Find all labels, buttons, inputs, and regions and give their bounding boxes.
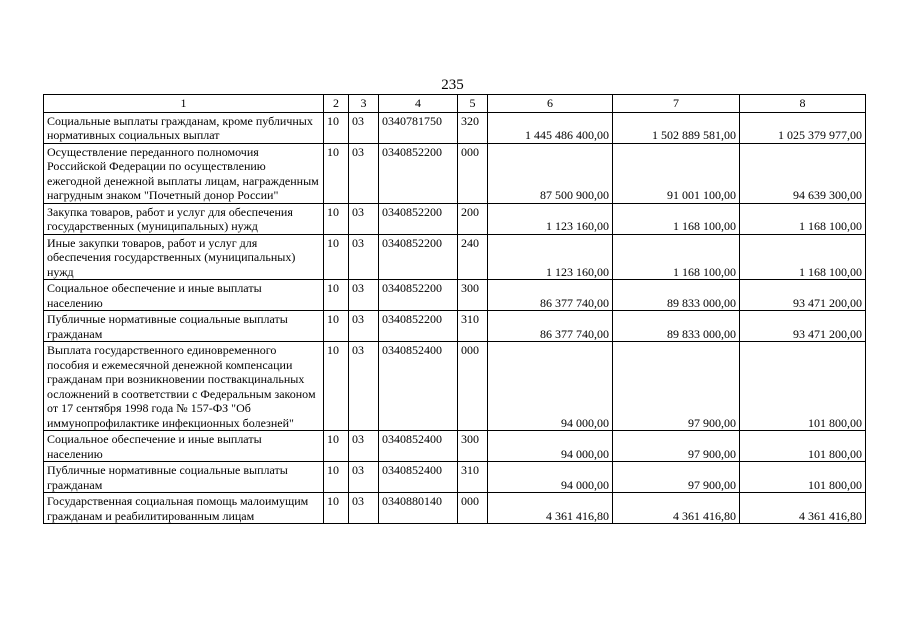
header-cell-col3: 3 <box>349 95 379 113</box>
row-name-cell: Публичные нормативные социальные выплаты гражданам <box>44 462 324 493</box>
amount-col8-cell: 101 800,00 <box>740 431 866 462</box>
table-row <box>44 112 866 143</box>
expense-type-cell: 310 <box>458 462 488 493</box>
amount-col6-cell: 1 123 160,00 <box>488 203 613 234</box>
table-row <box>44 203 866 234</box>
subsection-code-cell: 03 <box>349 462 379 493</box>
amount-col8-cell: 4 361 416,80 <box>740 493 866 524</box>
amount-col6-cell: 4 361 416,80 <box>488 493 613 524</box>
target-article-cell: 0340852200 <box>379 143 458 203</box>
amount-col7-cell: 1 168 100,00 <box>613 203 740 234</box>
header-cell-col1: 1 <box>44 95 324 113</box>
expense-type-cell: 300 <box>458 280 488 311</box>
row-name-cell: Социальные выплаты гражданам, кроме публичных нормативных социальных выплат <box>44 112 324 143</box>
target-article-cell: 0340781750 <box>379 112 458 143</box>
amount-col7-cell: 89 833 000,00 <box>613 311 740 342</box>
section-code-cell: 10 <box>324 234 349 280</box>
row-name-cell: Иные закупки товаров, работ и услуг для обеспечения государственных (муниципальных) нужд <box>44 234 324 280</box>
row-name-cell: Государственная социальная помощь малоимущим гражданам и реабилитированным лицам <box>44 493 324 524</box>
table-row <box>44 342 866 431</box>
row-name-cell: Закупка товаров, работ и услуг для обеспечения государственных (муниципальных) нужд <box>44 203 324 234</box>
expense-type-cell: 300 <box>458 431 488 462</box>
amount-col8-cell: 94 639 300,00 <box>740 143 866 203</box>
amount-col6-cell: 86 377 740,00 <box>488 280 613 311</box>
amount-col6-cell: 1 445 486 400,00 <box>488 112 613 143</box>
expense-type-cell: 200 <box>458 203 488 234</box>
header-cell-col2: 2 <box>324 95 349 113</box>
row-name-cell: Выплата государственного единовременного пособия и ежемесячной денежной компенсации гражданам при возникновении поствакцинальных осложнений в соответствии с Федеральным законом от 17 сентября 1998 года № 157-ФЗ "Об иммунопрофилактике инфекционных болезней" <box>44 342 324 431</box>
target-article-cell: 0340852400 <box>379 342 458 431</box>
table-row <box>44 431 866 462</box>
table-row <box>44 234 866 280</box>
amount-col7-cell: 97 900,00 <box>613 342 740 431</box>
section-code-cell: 10 <box>324 112 349 143</box>
table-row <box>44 493 866 524</box>
section-code-cell: 10 <box>324 493 349 524</box>
subsection-code-cell: 03 <box>349 311 379 342</box>
amount-col6-cell: 86 377 740,00 <box>488 311 613 342</box>
table-row <box>44 143 866 203</box>
amount-col7-cell: 97 900,00 <box>613 431 740 462</box>
amount-col6-cell: 94 000,00 <box>488 431 613 462</box>
target-article-cell: 0340852400 <box>379 462 458 493</box>
amount-col6-cell: 94 000,00 <box>488 342 613 431</box>
amount-col8-cell: 101 800,00 <box>740 462 866 493</box>
amount-col8-cell: 101 800,00 <box>740 342 866 431</box>
row-name-cell: Публичные нормативные социальные выплаты гражданам <box>44 311 324 342</box>
subsection-code-cell: 03 <box>349 431 379 462</box>
subsection-code-cell: 03 <box>349 203 379 234</box>
target-article-cell: 0340852200 <box>379 234 458 280</box>
row-name-cell: Социальное обеспечение и иные выплаты населению <box>44 431 324 462</box>
expense-type-cell: 310 <box>458 311 488 342</box>
subsection-code-cell: 03 <box>349 493 379 524</box>
row-name-cell: Осуществление переданного полномочия Российской Федерации по осуществлению ежегодной денежной выплаты лицам, награжденным нагрудным знаком "Почетный донор России" <box>44 143 324 203</box>
amount-col8-cell: 1 168 100,00 <box>740 203 866 234</box>
section-code-cell: 10 <box>324 342 349 431</box>
expense-type-cell: 240 <box>458 234 488 280</box>
expense-type-cell: 000 <box>458 143 488 203</box>
target-article-cell: 0340852400 <box>379 431 458 462</box>
section-code-cell: 10 <box>324 203 349 234</box>
target-article-cell: 0340852200 <box>379 280 458 311</box>
row-name-cell: Социальное обеспечение и иные выплаты населению <box>44 280 324 311</box>
amount-col8-cell: 1 168 100,00 <box>740 234 866 280</box>
expense-type-cell: 000 <box>458 342 488 431</box>
expense-type-cell: 320 <box>458 112 488 143</box>
page-number: 235 <box>441 77 464 93</box>
header-cell-col5: 5 <box>458 95 488 113</box>
amount-col7-cell: 97 900,00 <box>613 462 740 493</box>
amount-col7-cell: 1 168 100,00 <box>613 234 740 280</box>
budget-table <box>43 94 866 524</box>
target-article-cell: 0340852200 <box>379 311 458 342</box>
amount-col6-cell: 94 000,00 <box>488 462 613 493</box>
header-cell-col7: 7 <box>613 95 740 113</box>
table-row <box>44 462 866 493</box>
expense-type-cell: 000 <box>458 493 488 524</box>
amount-col8-cell: 93 471 200,00 <box>740 311 866 342</box>
section-code-cell: 10 <box>324 280 349 311</box>
section-code-cell: 10 <box>324 311 349 342</box>
table-row <box>44 311 866 342</box>
amount-col7-cell: 89 833 000,00 <box>613 280 740 311</box>
amount-col6-cell: 87 500 900,00 <box>488 143 613 203</box>
amount-col8-cell: 1 025 379 977,00 <box>740 112 866 143</box>
target-article-cell: 0340852200 <box>379 203 458 234</box>
amount-col7-cell: 91 001 100,00 <box>613 143 740 203</box>
amount-col8-cell: 93 471 200,00 <box>740 280 866 311</box>
table-row <box>44 280 866 311</box>
section-code-cell: 10 <box>324 143 349 203</box>
target-article-cell: 0340880140 <box>379 493 458 524</box>
amount-col7-cell: 1 502 889 581,00 <box>613 112 740 143</box>
subsection-code-cell: 03 <box>349 234 379 280</box>
section-code-cell: 10 <box>324 431 349 462</box>
amount-col7-cell: 4 361 416,80 <box>613 493 740 524</box>
subsection-code-cell: 03 <box>349 342 379 431</box>
section-code-cell: 10 <box>324 462 349 493</box>
amount-col6-cell: 1 123 160,00 <box>488 234 613 280</box>
table-header-row <box>44 95 866 113</box>
header-cell-col6: 6 <box>488 95 613 113</box>
header-cell-col8: 8 <box>740 95 866 113</box>
subsection-code-cell: 03 <box>349 143 379 203</box>
header-cell-col4: 4 <box>379 95 458 113</box>
subsection-code-cell: 03 <box>349 112 379 143</box>
subsection-code-cell: 03 <box>349 280 379 311</box>
